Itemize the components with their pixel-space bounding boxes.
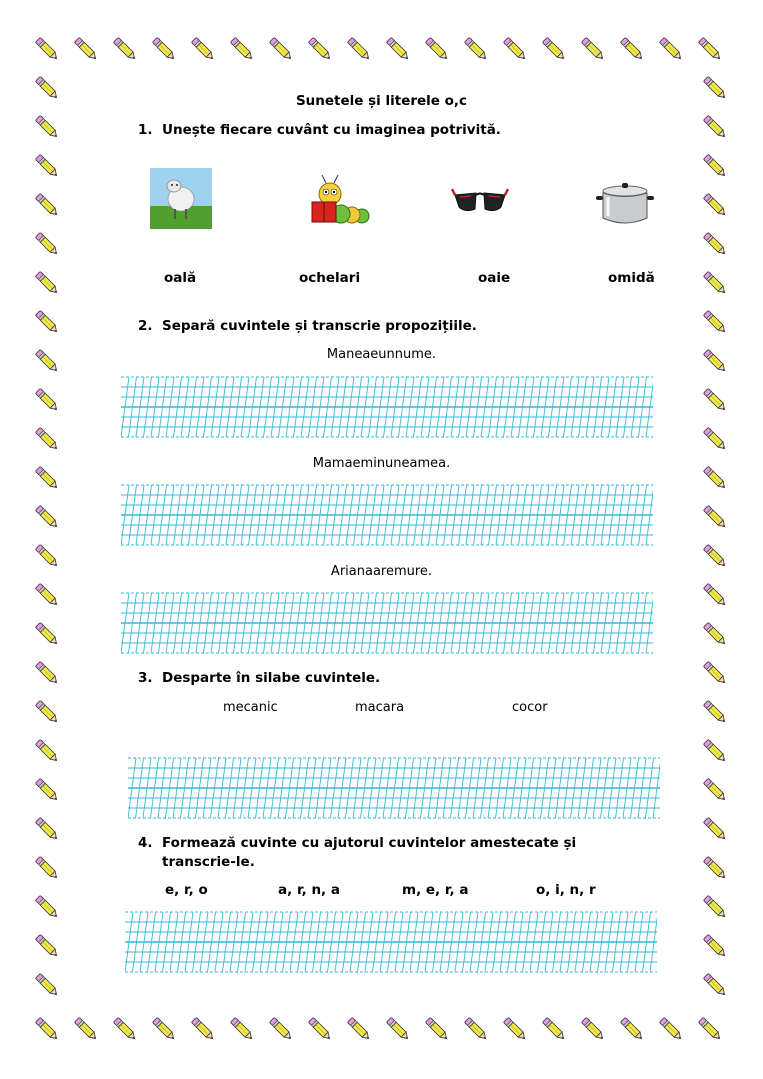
word-option: oaie xyxy=(478,270,511,286)
letter-group: o, i, n, r xyxy=(536,882,596,898)
task-text: Unește fiecare cuvânt cu imaginea potrivită. xyxy=(162,122,501,138)
caterpillar-image xyxy=(306,172,378,230)
syllable-word: cocor xyxy=(512,700,548,715)
task-text: Formează cuvinte cu ajutorul cuvintelor amestecate și xyxy=(162,835,577,851)
scrambled-sentence: Arianaaremure. xyxy=(330,564,433,579)
letter-group: e, r, o xyxy=(165,882,208,898)
task-4-instruction xyxy=(138,834,576,872)
syllable-word: macara xyxy=(355,700,405,715)
writing-lines[interactable] xyxy=(121,591,653,655)
page-title: Sunetele și literele o,c xyxy=(295,93,468,109)
writing-lines[interactable] xyxy=(121,375,653,439)
task-text: transcrie-le. xyxy=(162,854,255,870)
task-number: 3. xyxy=(138,670,153,686)
word-option: omidă xyxy=(608,270,655,286)
task-3-instruction xyxy=(138,669,380,688)
writing-lines[interactable] xyxy=(125,910,657,974)
letter-group: m, e, r, a xyxy=(402,882,469,898)
letter-group: a, r, n, a xyxy=(278,882,340,898)
writing-lines[interactable] xyxy=(121,483,653,547)
task-2-instruction xyxy=(138,317,477,336)
scrambled-sentence: Mamaeminuneamea. xyxy=(312,456,451,471)
word-option: ochelari xyxy=(299,270,361,286)
sunglasses-image xyxy=(451,183,509,219)
pot-image xyxy=(596,180,654,228)
task-text: Separă cuvintele și transcrie propozițiile. xyxy=(162,318,477,334)
word-option: oală xyxy=(164,270,197,286)
sheep-image xyxy=(150,168,212,229)
task-1-instruction xyxy=(138,121,501,140)
task-number: 1. xyxy=(138,122,153,138)
task-number: 2. xyxy=(138,318,153,334)
writing-lines[interactable] xyxy=(128,756,660,820)
task-number: 4. xyxy=(138,835,153,851)
task-text: Desparte în silabe cuvintele. xyxy=(162,670,381,686)
scrambled-sentence: Maneaeunnume. xyxy=(326,347,437,362)
syllable-word: mecanic xyxy=(223,700,278,715)
